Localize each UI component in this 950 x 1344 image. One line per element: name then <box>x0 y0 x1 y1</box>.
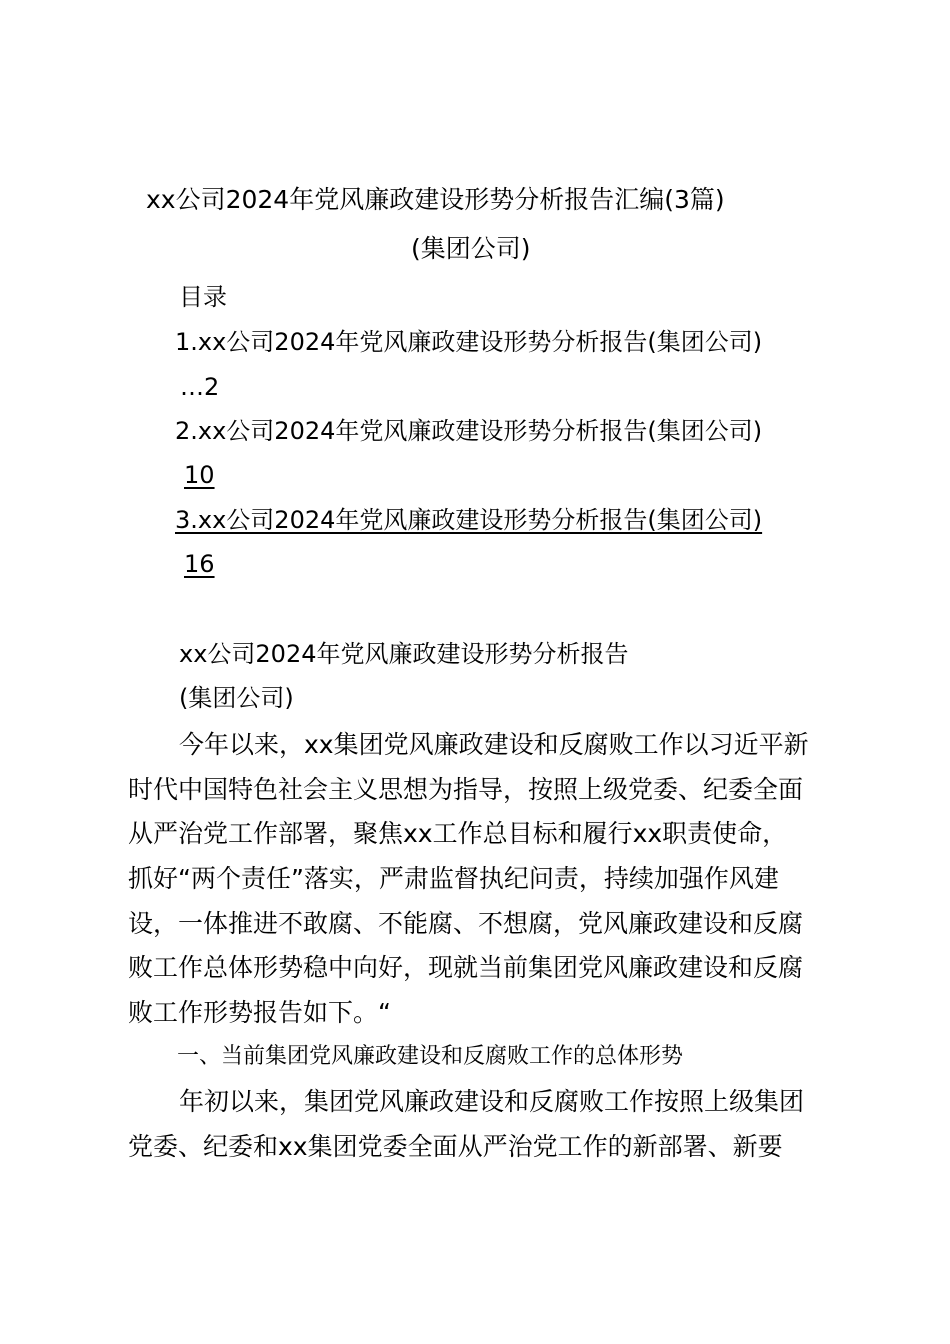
paragraph-1-line-5: 设，一体推进不敢腐、不能腐、不想腐，党风廉政建设和反腐 <box>128 909 804 938</box>
toc-item-1-page: …2 <box>180 373 220 401</box>
paragraph-1-line-7: 败工作形势报告如下。“ <box>128 998 391 1027</box>
toc-item-3-page[interactable]: 16 <box>184 550 215 578</box>
toc-item-1-link[interactable]: 1.xx公司2024年党风廉政建设形势分析报告(集团公司) <box>175 328 763 356</box>
toc-heading: 目录 <box>179 283 227 311</box>
paragraph-2-line-2: 党委、纪委和xx集团党委全面从严治党工作的新部署、新要 <box>128 1132 783 1161</box>
article-subtitle: (集团公司) <box>179 684 294 712</box>
paragraph-2-line-1: 年初以来，集团党风廉政建设和反腐败工作按照上级集团 <box>179 1087 805 1116</box>
toc-item-2-link[interactable]: 2.xx公司2024年党风廉政建设形势分析报告(集团公司) <box>175 417 763 445</box>
paragraph-1-line-6: 败工作总体形势稳中向好，现就当前集团党风廉政建设和反腐 <box>128 953 804 982</box>
article-title: xx公司2024年党风廉政建设形势分析报告 <box>179 640 629 668</box>
paragraph-1-line-3: 从严治党工作部署，聚焦xx工作总目标和履行xx职责使命， <box>128 819 788 848</box>
section-1-heading: 一、当前集团党风廉政建设和反腐败工作的总体形势 <box>177 1044 684 1069</box>
toc-item-2-page[interactable]: 10 <box>184 461 215 489</box>
paragraph-1-line-1: 今年以来，xx集团党风廉政建设和反腐败工作以习近平新 <box>179 730 809 759</box>
document-title: xx公司2024年党风廉政建设形势分析报告汇编(3篇) <box>146 185 725 214</box>
toc-item-3-link[interactable]: 3.xx公司2024年党风廉政建设形势分析报告(集团公司) <box>175 506 763 534</box>
paragraph-1-line-4: 抓好“两个责任”落实，严肃监督执纪问责，持续加强作风建 <box>128 864 779 893</box>
paragraph-1-line-2: 时代中国特色社会主义思想为指导，按照上级党委、纪委全面 <box>128 775 804 804</box>
document-subtitle: (集团公司) <box>411 234 531 263</box>
